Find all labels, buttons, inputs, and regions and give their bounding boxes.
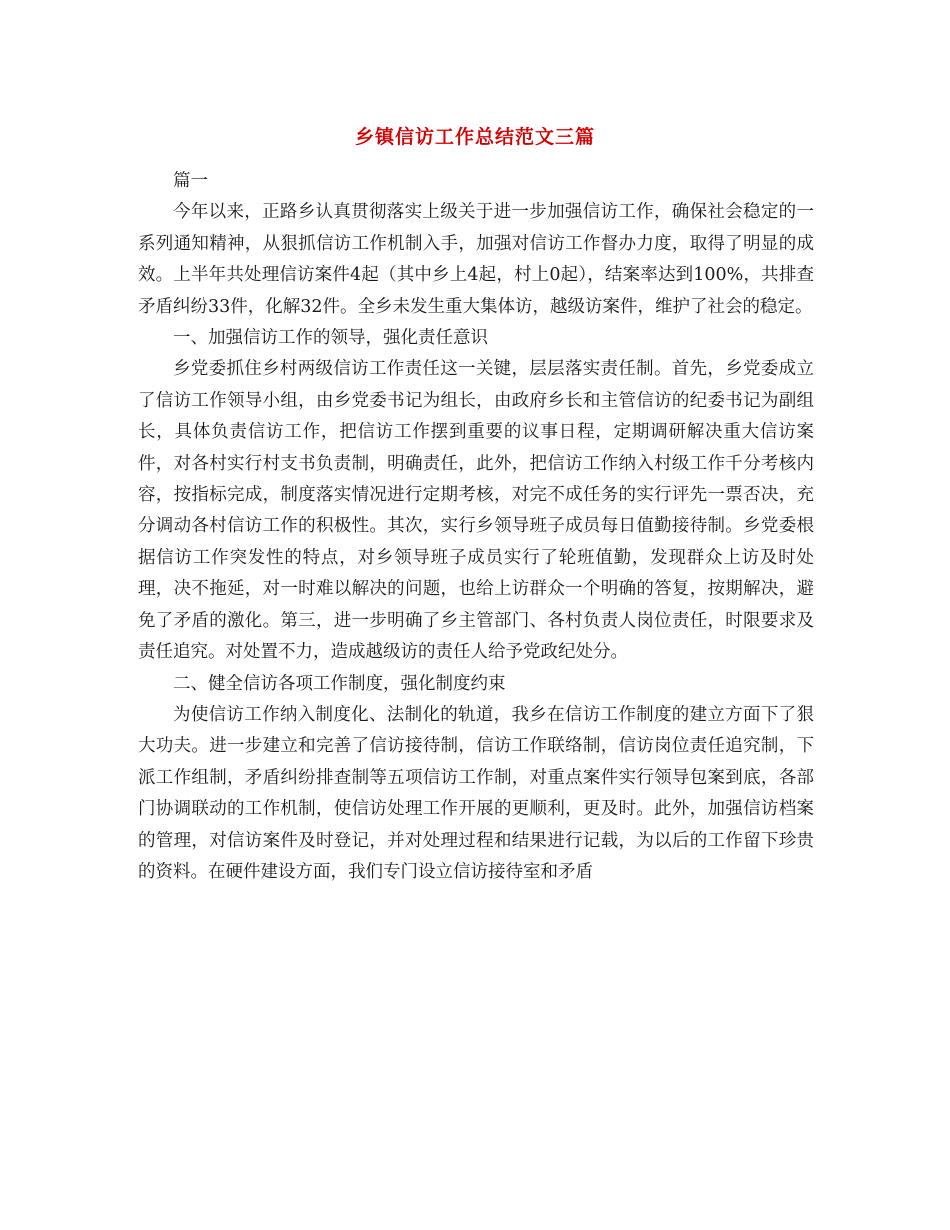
section-heading-part-one: 篇一 xyxy=(173,171,208,191)
paragraph-intro: 今年以来，正路乡认真贯彻落实上级关于进一步加强信访工作，确保社会稳定的一系列通知精神，从狠抓信访工作机制入手，加强对信访工作督办力度，取得了明显的成效。上半年共处理信访案件4起（其中乡上4起，村上0起），结案率达到100%，共排查矛盾纠纷33件，化解32件。全乡未发生重大集体访，越级访案件，维护了社会的稳定。 xyxy=(138,202,814,317)
paragraph-leadership: 乡党委抓住乡村两级信访工作责任这一关键，层层落实责任制。首先，乡党委成立了信访工作领导小组，由乡党委书记为组长，由政府乡长和主管信访的纪委书记为副组长，具体负责信访工作，把信访工作摆到重要的议事日程，定期调研解决重大信访案件，对各村实行村支书负责制，明确责任，此外，把信访工作纳入村级工作千分考核内容，按指标完成，制度落实情况进行定期考核，对完不成任务的实行评先一票否决，充分调动各村信访工作的积极性。其次，实行乡领导班子成员每日值勤接待制。乡党委根据信访工作突发性的特点，对乡领导班子成员实行了轮班值勤，发现群众上访及时处理，决不拖延，对一时难以解决的问题，也给上访群众一个明确的答复，按期解决，避免了矛盾的激化。第三，进一步明确了乡主管部门、各村负责人岗位责任，时限要求及责任追究。对处置不力，造成越级访的责任人给予党政纪处分。 xyxy=(138,359,814,663)
section-heading-1: 一、加强信访工作的领导，强化责任意识 xyxy=(173,328,488,349)
document-title: 乡镇信访工作总结范文三篇 xyxy=(354,126,595,148)
document-body xyxy=(138,166,814,888)
paragraph-systems: 为使信访工作纳入制度化、法制化的轨道，我乡在信访工作制度的建立方面下了狠大功夫。进一步建立和完善了信访接待制，信访工作联络制，信访岗位责任追究制，下派工作组制，矛盾纠纷排查制等五项信访工作制，对重点案件实行领导包案到底，各部门协调联动的工作机制，使信访处理工作开展的更顺利，更及时。此外，加强信访档案的管理，对信访案件及时登记，并对处理过程和结果进行记载，为以后的工作留下珍贵的资料。在硬件建设方面，我们专门设立信访接待室和矛盾 xyxy=(138,704,814,882)
section-heading-2: 二、健全信访各项工作制度，强化制度约束 xyxy=(173,673,506,694)
